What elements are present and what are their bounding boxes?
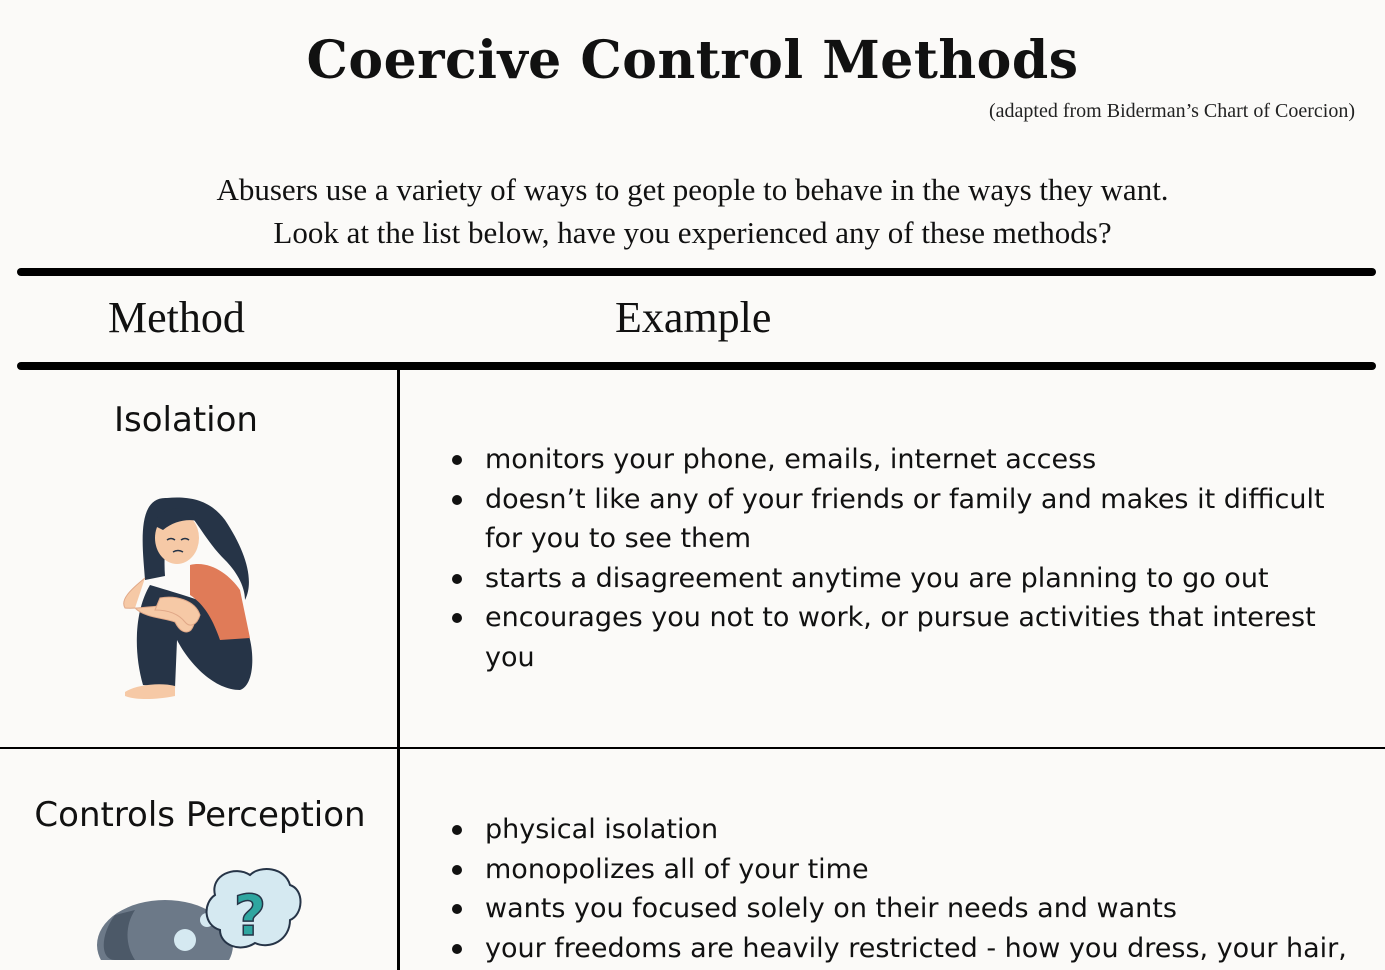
list-item: monitors your phone, emails, internet access <box>485 440 1365 480</box>
table-header-rule <box>17 362 1376 370</box>
list-item: encourages you not to work, or pursue activities that interest you <box>485 598 1365 677</box>
row-divider <box>0 747 1385 749</box>
list-item: wants you focused solely on their needs and wants <box>485 889 1365 929</box>
list-item: starts a disagreement anytime you are planning to go out <box>485 559 1365 599</box>
column-header-example: Example <box>615 293 772 342</box>
column-divider <box>397 370 400 970</box>
list-item: monopolizes all of your time <box>485 850 1365 890</box>
page-title: Coercive Control Methods <box>306 30 1079 91</box>
intro-line-1: Abusers use a variety of ways to get people to behave in the ways they want. <box>216 172 1169 207</box>
page-subtitle: (adapted from Biderman’s Chart of Coercion) <box>989 100 1355 122</box>
list-item: your freedoms are heavily restricted - how you dress, your hair, <box>485 929 1365 969</box>
sad-person-hugging-knees-icon <box>105 490 265 705</box>
table-top-rule <box>17 268 1376 276</box>
intro-line-2: Look at the list below, have you experienced any of these methods? <box>273 215 1112 250</box>
method-isolation: Isolation <box>114 400 258 440</box>
intro-text <box>0 168 1385 254</box>
list-item: physical isolation <box>485 810 1365 850</box>
svg-text:?: ? <box>233 884 267 949</box>
controls-perception-examples <box>485 810 1365 968</box>
method-controls-perception: Controls Perception <box>34 795 366 835</box>
confused-head-question-mark-icon <box>95 865 305 960</box>
isolation-examples <box>485 440 1365 677</box>
column-header-method: Method <box>108 293 245 342</box>
list-item: doesn’t like any of your friends or family and makes it difficult for you to see them <box>485 480 1365 559</box>
